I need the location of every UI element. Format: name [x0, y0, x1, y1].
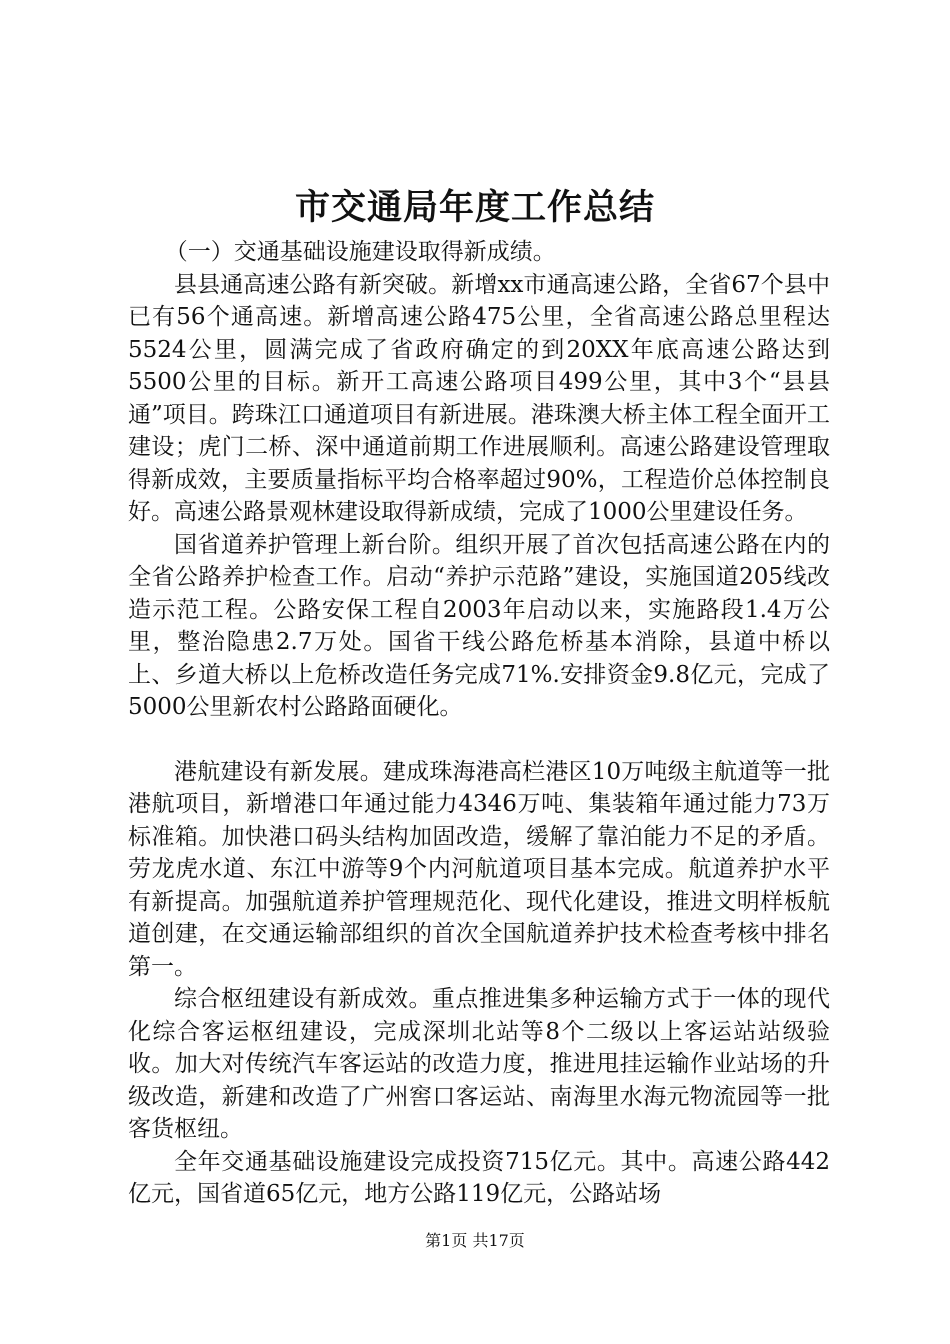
- page-footer: 第1页 共17页: [425, 1231, 525, 1250]
- paragraph-gap: [128, 724, 830, 756]
- paragraph-road-maintenance: 国省道养护管理上新台阶。组织开展了首次包括高速公路在内的全省公路养护检查工作。启动“养护示范路”建设，实施国道205线改造示范工程。公路安保工程自2003年启动以来，实施路段1.4万公里，整治隐患2.7万处。国省干线公路危桥基本消除，县道中桥以上、乡道大桥以上危桥改造任务完成71%.安排资金9.8亿元，完成了5000公里新农村公路路面硬化。: [128, 531, 830, 720]
- paragraph-hubs: 综合枢纽建设有新成效。重点推进集多种运输方式于一体的现代化综合客运枢纽建设，完成深圳北站等8个二级以上客运站站级验收。加大对传统汽车客运站的改造力度，推进甩挂运输作业站场的升级改造，新建和改造了广州窖口客运站、南海里水海元物流园等一批客货枢纽。: [128, 986, 830, 1142]
- section-heading: （一）交通基础设施建设取得新成绩。: [164, 239, 556, 265]
- paragraph-ports: 港航建设有新发展。建成珠海港高栏港区10万吨级主航道等一批港航项目，新增港口年通过能力4346万吨、集装箱年通过能力73万标准箱。加快港口码头结构加固改造，缓解了靠泊能力不足的矛盾。劳龙虎水道、东江中游等9个内河航道项目基本完成。航道养护水平有新提高。加强航道养护管理规范化、现代化建设，推进文明样板航道创建，在交通运输部组织的首次全国航道养护技术检查考核中排名第一。: [128, 758, 830, 980]
- document-body: [128, 236, 830, 1211]
- paragraph-investment: 全年交通基础设施建设完成投资715亿元。其中。高速公路442亿元，国省道65亿元，地方公路119亿元，公路站场: [128, 1148, 830, 1207]
- document-title: 市交通局年度工作总结: [294, 187, 655, 228]
- paragraph-highways: 县县通高速公路有新突破。新增xx市通高速公路，全省67个县中已有56个通高速。新增高速公路475公里，全省高速公路总里程达5524公里，圆满完成了省政府确定的到20XX年底高速公路达到5500公里的目标。新开工高速公路项目499公里，其中3个“县县通”项目。跨珠江口通道项目有新进展。港珠澳大桥主体工程全面开工建设；虎门二桥、深中通道前期工作进展顺利。高速公路建设管理取得新成效，主要质量指标平均合格率超过90%，工程造价总体控制良好。高速公路景观林建设取得新成绩，完成了1000公里建设任务。: [128, 271, 830, 525]
